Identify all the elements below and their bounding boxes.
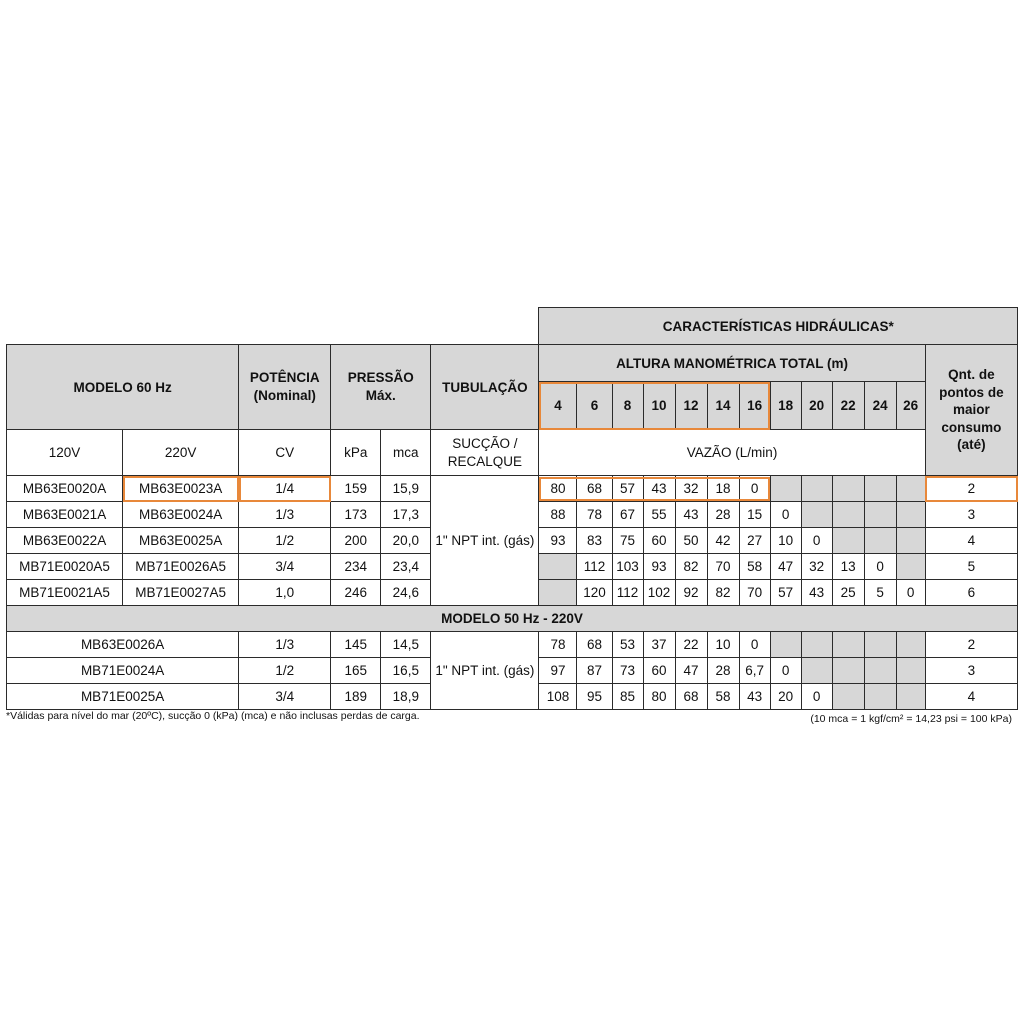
table-row	[7, 632, 1018, 658]
header-spacer	[7, 308, 539, 345]
flow-cell: 57	[612, 476, 643, 502]
flow-cell: 27	[739, 528, 770, 554]
points-cell: 4	[925, 528, 1017, 554]
flow-cell	[801, 632, 832, 658]
flow-cell: 0	[739, 476, 770, 502]
flow-cell: 10	[770, 528, 801, 554]
flow-cell	[896, 658, 925, 684]
flow-cell: 80	[539, 476, 577, 502]
flow-cell: 15	[739, 502, 770, 528]
flow-label: VAZÃO (L/min)	[539, 430, 925, 476]
flow-cell	[832, 684, 864, 710]
footnote-right: (10 mca = 1 kgf/cm² = 14,23 psi = 100 kPa)	[810, 713, 1012, 725]
flow-cell	[832, 502, 864, 528]
flow-cell: 43	[739, 684, 770, 710]
flow-cell: 70	[739, 580, 770, 606]
flow-cell	[864, 684, 896, 710]
kpa-unit-label: kPa	[331, 430, 381, 476]
flow-cell: 95	[577, 684, 612, 710]
flow-cell: 43	[801, 580, 832, 606]
flow-cell: 102	[643, 580, 675, 606]
model60-title: MODELO 60 Hz	[7, 345, 239, 430]
flow-cell: 53	[612, 632, 643, 658]
flow-cell: 20	[770, 684, 801, 710]
flow-cell	[832, 528, 864, 554]
flow-cell: 103	[612, 554, 643, 580]
pressure-mca: 24,6	[381, 580, 431, 606]
height-col-24: 24	[864, 382, 896, 430]
height-col-18: 18	[770, 382, 801, 430]
flow-cell: 0	[801, 684, 832, 710]
pressure-kpa: 173	[331, 502, 381, 528]
flow-cell	[864, 476, 896, 502]
flow-cell	[896, 528, 925, 554]
flow-cell	[864, 658, 896, 684]
flow-cell: 55	[643, 502, 675, 528]
flow-cell: 47	[770, 554, 801, 580]
flow-cell: 85	[612, 684, 643, 710]
pressure-kpa: 234	[331, 554, 381, 580]
flow-cell: 43	[675, 502, 707, 528]
power-cv: 3/4	[239, 684, 331, 710]
flow-cell: 43	[643, 476, 675, 502]
flow-cell: 22	[675, 632, 707, 658]
flow-cell	[770, 476, 801, 502]
flow-cell: 82	[675, 554, 707, 580]
pressure-kpa: 246	[331, 580, 381, 606]
flow-cell: 112	[577, 554, 612, 580]
flow-cell	[770, 632, 801, 658]
flow-cell: 50	[675, 528, 707, 554]
model-120v: MB63E0021A	[7, 502, 123, 528]
height-col-14: 14	[707, 382, 739, 430]
model50-title-row	[7, 606, 1018, 632]
height-col-26: 26	[896, 382, 925, 430]
flow-cell: 13	[832, 554, 864, 580]
flow-cell: 25	[832, 580, 864, 606]
flow-cell: 18	[707, 476, 739, 502]
power-cv: 1/4	[239, 476, 331, 502]
flow-cell	[864, 502, 896, 528]
power-cv: 1/3	[239, 502, 331, 528]
flow-cell: 67	[612, 502, 643, 528]
height-col-22: 22	[832, 382, 864, 430]
flow-cell: 87	[577, 658, 612, 684]
pressure-mca: 18,9	[381, 684, 431, 710]
model-120v: MB71E0021A5	[7, 580, 123, 606]
piping-title: TUBULAÇÃO	[431, 345, 539, 430]
flow-cell: 0	[864, 554, 896, 580]
flow-cell	[832, 476, 864, 502]
model-50hz: MB71E0024A	[7, 658, 239, 684]
points-cell: 2	[925, 476, 1017, 502]
flow-cell: 78	[577, 502, 612, 528]
pressure-mca: 15,9	[381, 476, 431, 502]
flow-cell: 83	[577, 528, 612, 554]
flow-cell: 10	[707, 632, 739, 658]
piping-50hz: 1" NPT int. (gás)	[431, 632, 539, 710]
flow-cell: 32	[675, 476, 707, 502]
flow-cell	[896, 632, 925, 658]
power-unit-label: CV	[239, 430, 331, 476]
pressure-mca: 23,4	[381, 554, 431, 580]
pressure-mca: 16,5	[381, 658, 431, 684]
model-220v: MB63E0023A	[123, 476, 239, 502]
model-120v: MB71E0020A5	[7, 554, 123, 580]
height-col-12: 12	[675, 382, 707, 430]
piping-60hz: 1" NPT int. (gás)	[431, 476, 539, 606]
points-cell: 2	[925, 632, 1017, 658]
flow-cell	[896, 476, 925, 502]
flow-cell: 112	[612, 580, 643, 606]
flow-cell: 92	[675, 580, 707, 606]
height-col-20: 20	[801, 382, 832, 430]
flow-cell	[539, 580, 577, 606]
height-col-8: 8	[612, 382, 643, 430]
pressure-kpa: 165	[331, 658, 381, 684]
flow-cell: 0	[770, 502, 801, 528]
flow-cell: 68	[577, 632, 612, 658]
piping-sub-label: SUCÇÃO / RECALQUE	[431, 430, 539, 476]
height-col-10: 10	[643, 382, 675, 430]
pressure-kpa: 189	[331, 684, 381, 710]
flow-cell: 93	[643, 554, 675, 580]
pressure-mca: 17,3	[381, 502, 431, 528]
flow-cell	[896, 502, 925, 528]
flow-cell: 5	[864, 580, 896, 606]
flow-cell: 93	[539, 528, 577, 554]
flow-cell	[864, 632, 896, 658]
height-title: ALTURA MANOMÉTRICA TOTAL (m)	[539, 345, 925, 382]
pressure-mca: 14,5	[381, 632, 431, 658]
flow-cell: 57	[770, 580, 801, 606]
flow-cell: 80	[643, 684, 675, 710]
pressure-title: PRESSÃO Máx.	[331, 345, 431, 430]
flow-cell	[801, 476, 832, 502]
model-50hz: MB63E0026A	[7, 632, 239, 658]
model-120v: MB63E0022A	[7, 528, 123, 554]
flow-cell: 120	[577, 580, 612, 606]
flow-cell: 0	[770, 658, 801, 684]
flow-cell	[801, 658, 832, 684]
flow-cell: 108	[539, 684, 577, 710]
flow-cell	[832, 658, 864, 684]
model-220v: MB71E0026A5	[123, 554, 239, 580]
flow-cell: 28	[707, 502, 739, 528]
mca-unit-label: mca	[381, 430, 431, 476]
footnote-left: *Válidas para nível do mar (20ºC), sucção 0 (kPa) (mca) e não inclusas perdas de carga.	[6, 710, 420, 722]
pressure-kpa: 200	[331, 528, 381, 554]
power-cv: 3/4	[239, 554, 331, 580]
flow-cell: 47	[675, 658, 707, 684]
flow-cell: 0	[739, 632, 770, 658]
model-120v: MB63E0020A	[7, 476, 123, 502]
flow-cell: 82	[707, 580, 739, 606]
height-col-4: 4	[539, 382, 577, 430]
points-title: Qnt. de pontos de maior consumo (até)	[925, 345, 1017, 476]
flow-cell: 73	[612, 658, 643, 684]
voltage-120-label: 120V	[7, 430, 123, 476]
flow-cell: 28	[707, 658, 739, 684]
flow-cell: 6,7	[739, 658, 770, 684]
table-row	[7, 476, 1018, 502]
hydraulic-title: CARACTERÍSTICAS HIDRÁULICAS*	[539, 308, 1018, 345]
flow-cell	[896, 554, 925, 580]
flow-cell: 60	[643, 658, 675, 684]
model-220v: MB63E0025A	[123, 528, 239, 554]
pressure-kpa: 159	[331, 476, 381, 502]
points-cell: 3	[925, 502, 1017, 528]
flow-cell	[864, 528, 896, 554]
flow-cell: 78	[539, 632, 577, 658]
model50-title: MODELO 50 Hz - 220V	[7, 606, 1018, 632]
pump-spec-table	[6, 307, 1018, 710]
flow-cell: 68	[577, 476, 612, 502]
points-cell: 4	[925, 684, 1017, 710]
model-220v: MB71E0027A5	[123, 580, 239, 606]
model-50hz: MB71E0025A	[7, 684, 239, 710]
power-cv: 1/3	[239, 632, 331, 658]
flow-cell: 58	[707, 684, 739, 710]
flow-cell: 70	[707, 554, 739, 580]
flow-cell: 32	[801, 554, 832, 580]
pressure-kpa: 145	[331, 632, 381, 658]
flow-cell: 42	[707, 528, 739, 554]
points-cell: 6	[925, 580, 1017, 606]
points-cell: 3	[925, 658, 1017, 684]
flow-cell: 75	[612, 528, 643, 554]
height-col-6: 6	[577, 382, 612, 430]
flow-cell: 0	[896, 580, 925, 606]
power-cv: 1/2	[239, 658, 331, 684]
points-cell: 5	[925, 554, 1017, 580]
flow-cell	[832, 632, 864, 658]
flow-cell: 0	[801, 528, 832, 554]
height-col-16: 16	[739, 382, 770, 430]
flow-cell	[896, 684, 925, 710]
pressure-mca: 20,0	[381, 528, 431, 554]
flow-cell: 37	[643, 632, 675, 658]
flow-cell: 88	[539, 502, 577, 528]
flow-cell: 97	[539, 658, 577, 684]
power-cv: 1/2	[239, 528, 331, 554]
flow-cell: 58	[739, 554, 770, 580]
flow-cell: 68	[675, 684, 707, 710]
power-cv: 1,0	[239, 580, 331, 606]
flow-cell	[539, 554, 577, 580]
power-title: POTÊNCIA (Nominal)	[239, 345, 331, 430]
voltage-220-label: 220V	[123, 430, 239, 476]
flow-cell: 60	[643, 528, 675, 554]
flow-cell	[801, 502, 832, 528]
model-220v: MB63E0024A	[123, 502, 239, 528]
